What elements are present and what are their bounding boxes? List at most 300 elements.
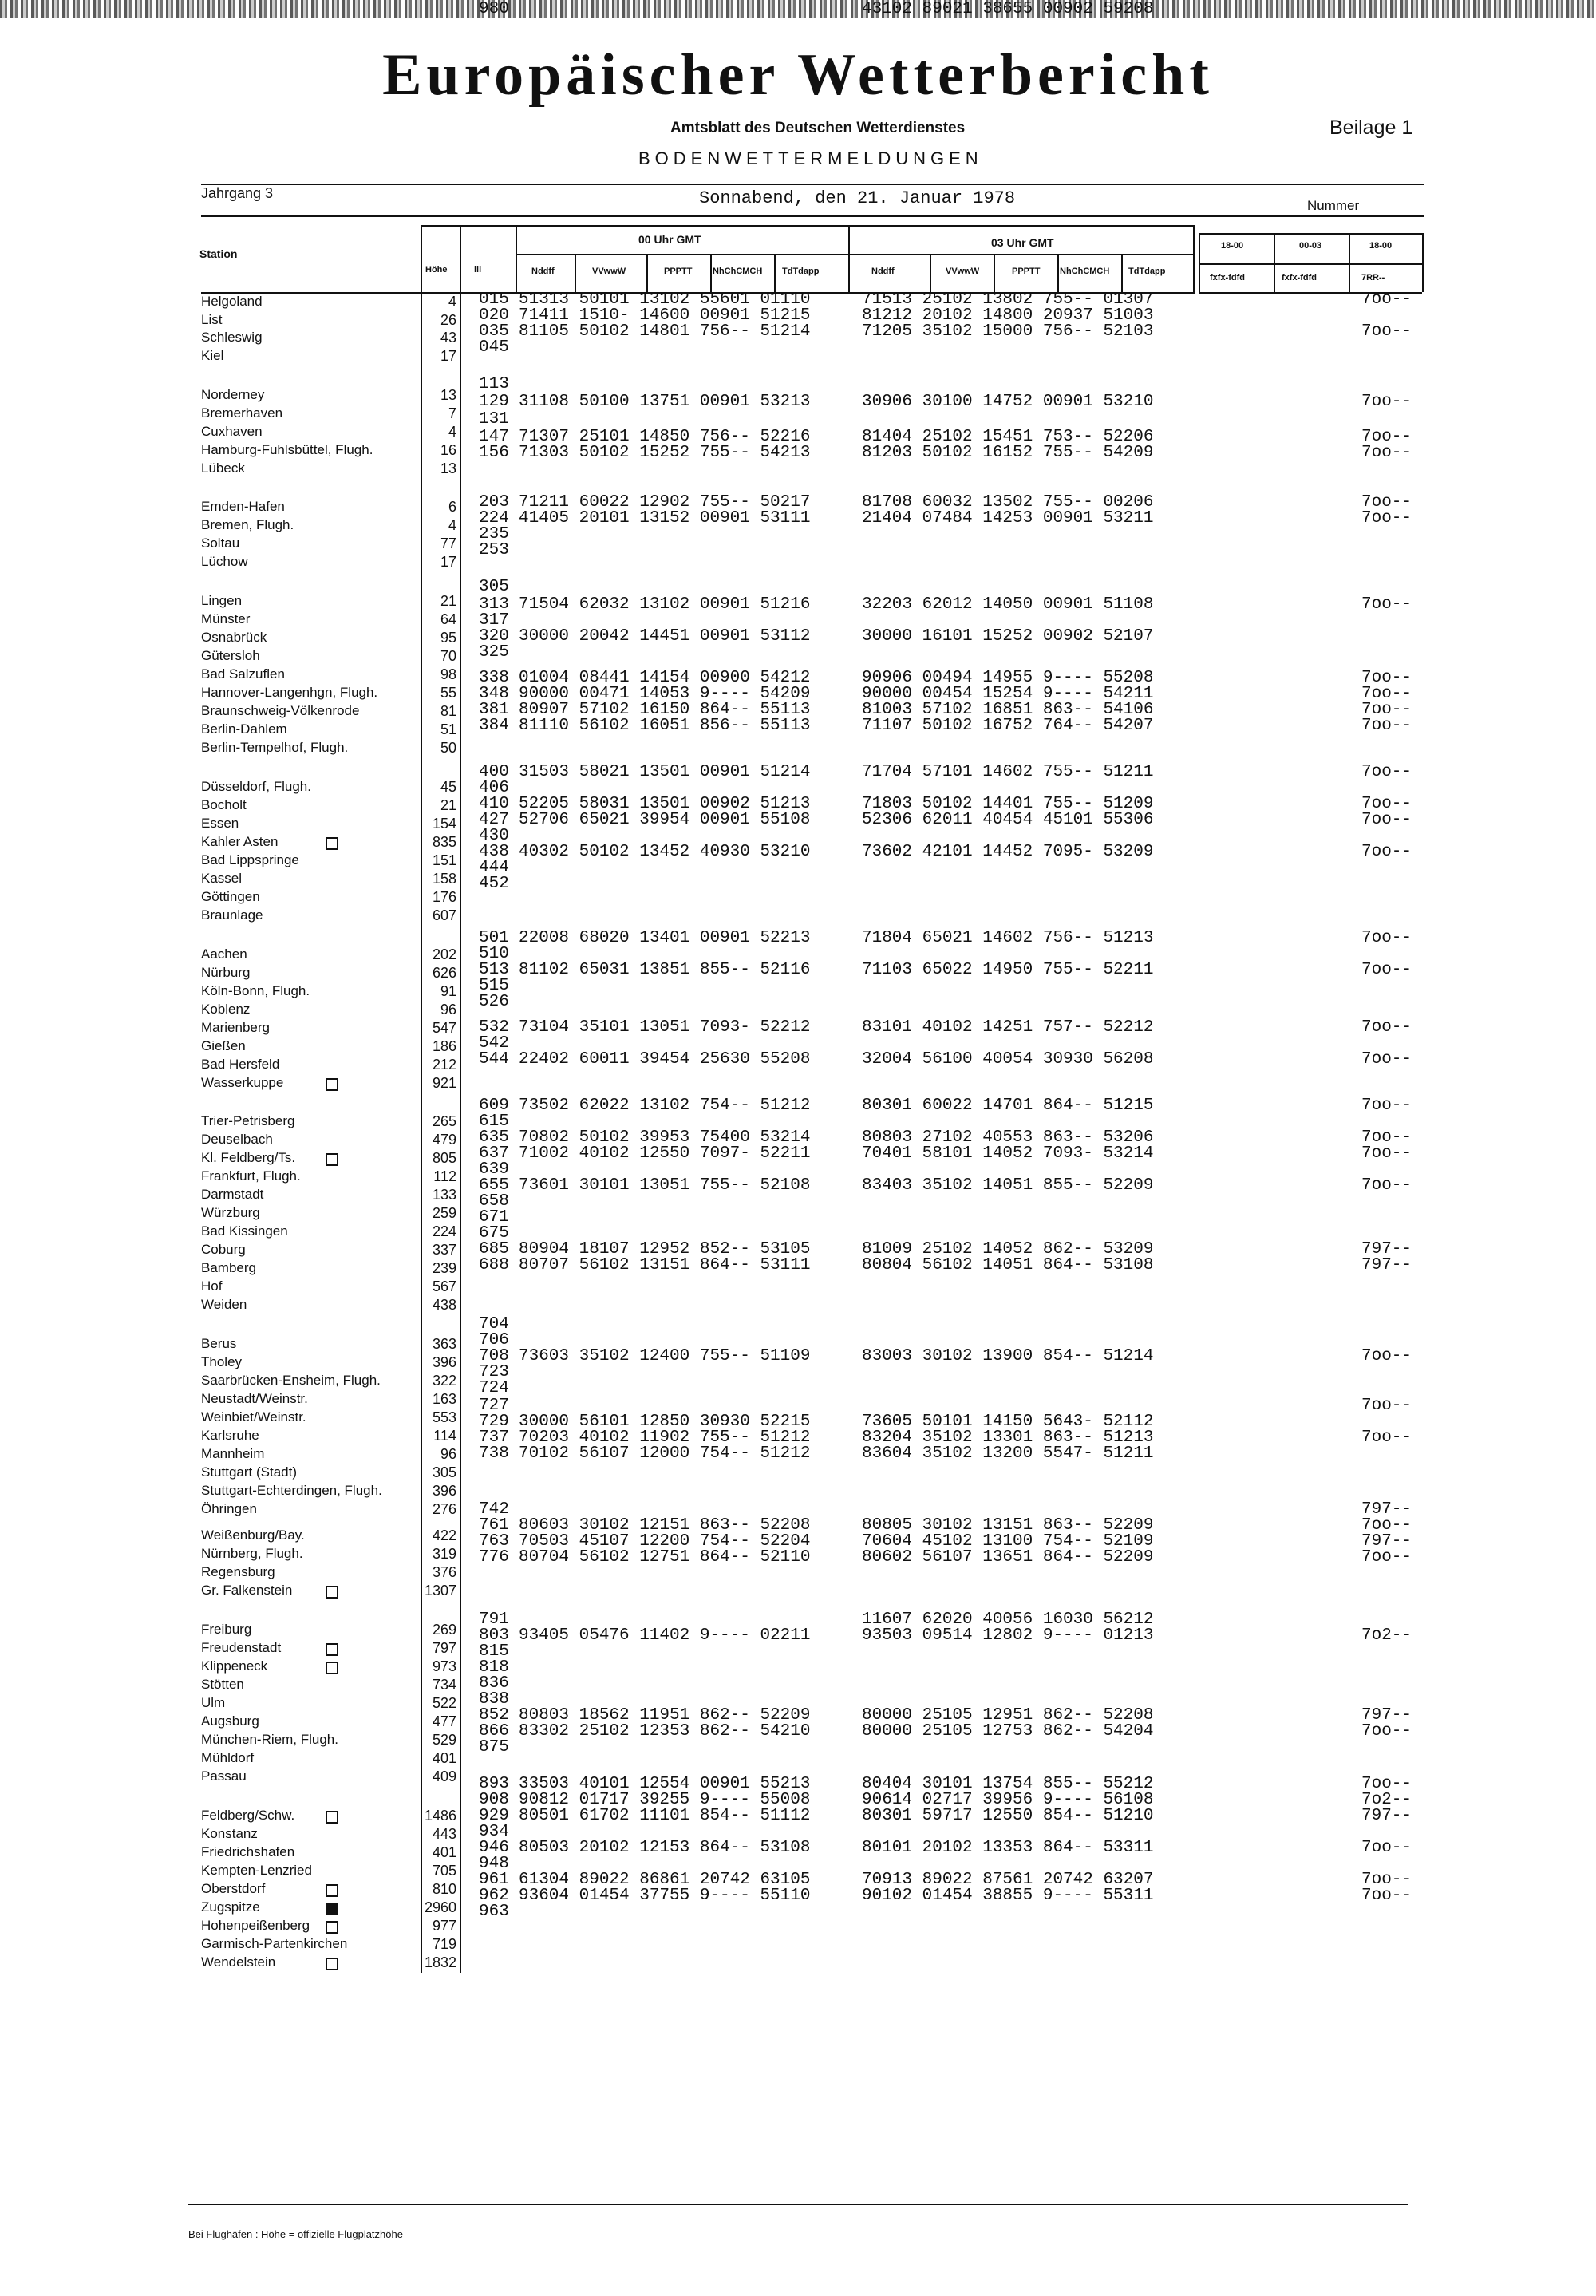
- station-index: 348: [479, 685, 509, 703]
- station-index: 203: [479, 493, 509, 512]
- report-03-gmt: 81009 25102 14052 862-- 53209: [862, 1240, 1154, 1259]
- station-index: 946: [479, 1839, 509, 1857]
- precip-group: 7oo--: [1361, 1516, 1412, 1535]
- report-00-gmt: 30000 20042 14451 00901 53112: [519, 627, 811, 646]
- station-index: 655: [479, 1176, 509, 1195]
- station-index: 639: [479, 1160, 509, 1179]
- col-sep: [710, 254, 712, 292]
- station-name: Gr. Falkenstein: [201, 1583, 293, 1598]
- station-height: 477: [432, 1713, 456, 1729]
- nummer-label: Nummer: [1307, 198, 1360, 213]
- station-name: München-Riem, Flugh.: [201, 1732, 338, 1747]
- station-height: 158: [432, 871, 456, 887]
- report-03-gmt: 71103 65022 14950 755-- 52211: [862, 961, 1154, 979]
- mountain-station-marker: [326, 1958, 338, 1970]
- station-height: 21: [440, 593, 456, 609]
- precip-group: 7oo--: [1361, 795, 1412, 813]
- report-03-gmt: 93503 09514 12802 9---- 01213: [862, 1626, 1154, 1645]
- col-sep: [774, 254, 776, 292]
- station-name: Darmstadt: [201, 1187, 264, 1202]
- station-height: 91: [440, 983, 456, 999]
- station-index: 763: [479, 1532, 509, 1551]
- precip-group: 7oo--: [1361, 1548, 1412, 1567]
- mountain-station-marker: [326, 1153, 338, 1166]
- station-index: 963: [479, 1903, 509, 1921]
- precip-group: 7oo--: [1361, 509, 1412, 528]
- report-00-gmt: 40302 50102 13452 40930 53210: [519, 843, 811, 861]
- report-00-gmt: 70503 45107 12200 754-- 52204: [519, 1532, 811, 1551]
- hdr-nddff-03: Nddff: [871, 267, 895, 276]
- precip-group: 797--: [1361, 1532, 1412, 1551]
- station-height: 45: [440, 779, 456, 795]
- station-name: Bad Lippspringe: [201, 852, 299, 867]
- station-index: 875: [479, 1738, 509, 1757]
- report-03-gmt: 83101 40102 14251 757-- 52212: [862, 1018, 1154, 1037]
- station-name: Aachen: [201, 946, 247, 962]
- station-index: 836: [479, 1674, 509, 1693]
- station-height: 376: [432, 1564, 456, 1580]
- station-height: 1486: [424, 1808, 456, 1824]
- report-00-gmt: 80904 18107 12952 852-- 53105: [519, 1240, 811, 1259]
- station-index: 510: [479, 945, 509, 963]
- precip-group: 7oo--: [1361, 717, 1412, 735]
- station-name: Trier-Petrisberg: [201, 1113, 295, 1128]
- precip-group: 7oo--: [1361, 1839, 1412, 1857]
- station-height: 4: [448, 294, 456, 310]
- station-height: 114: [433, 1428, 456, 1444]
- station-name: Hannover-Langenhgn, Flugh.: [201, 685, 378, 700]
- mountain-station-marker: [326, 1921, 338, 1934]
- station-height: 921: [432, 1075, 456, 1091]
- hdr-vvwww-03: VVwwW: [946, 267, 980, 276]
- station-index: 637: [479, 1144, 509, 1163]
- report-00-gmt: 71504 62032 13102 00901 51216: [519, 595, 811, 614]
- rule-top: [201, 184, 1424, 185]
- rbox-sep: [1422, 233, 1424, 292]
- station-name: Weißenburg/Bay.: [201, 1527, 305, 1543]
- station-height: 43: [440, 330, 456, 346]
- station-height: 50: [440, 740, 456, 756]
- report-03-gmt: 73602 42101 14452 7095- 53209: [862, 843, 1154, 861]
- hdr-ppptt-03: PPPTT: [1012, 267, 1041, 276]
- station-index: 452: [479, 875, 509, 893]
- station-name: Tholey: [201, 1354, 243, 1369]
- station-name: Bad Kissingen: [201, 1223, 288, 1239]
- station-height: 322: [432, 1373, 456, 1389]
- station-name: Hamburg-Fuhlsbüttel, Flugh.: [201, 442, 373, 457]
- precip-group: 7oo--: [1361, 763, 1412, 781]
- station-index: 320: [479, 627, 509, 646]
- station-height: 202: [432, 946, 456, 962]
- station-height: 77: [440, 535, 456, 551]
- report-00-gmt: 70802 50102 39953 75400 53214: [519, 1128, 811, 1147]
- station-index: 908: [479, 1791, 509, 1809]
- report-03-gmt: 11607 62020 40056 16030 56212: [862, 1610, 1154, 1629]
- report-03-gmt: 81708 60032 13502 755-- 00206: [862, 493, 1154, 512]
- hdr-nddff: Nddff: [531, 267, 555, 276]
- station-name: Deuselbach: [201, 1132, 273, 1147]
- station-name: Stuttgart (Stadt): [201, 1464, 297, 1480]
- station-height: 719: [432, 1936, 456, 1952]
- station-name: Kempten-Lenzried: [201, 1863, 312, 1878]
- col-sep: [1057, 254, 1059, 292]
- station-index: 430: [479, 827, 509, 845]
- station-name: Bocholt: [201, 797, 247, 812]
- station-name: Nürnberg, Flugh.: [201, 1546, 303, 1561]
- station-name: Bad Hersfeld: [201, 1057, 280, 1072]
- station-index: 410: [479, 795, 509, 813]
- station-name: Braunlage: [201, 907, 263, 923]
- station-height: 224: [432, 1223, 456, 1239]
- report-03-gmt: 81212 20102 14800 20937 51003: [862, 306, 1154, 325]
- rule-bottom: [188, 2204, 1408, 2205]
- precip-group: 7oo--: [1361, 428, 1412, 446]
- station-name: Marienberg: [201, 1020, 270, 1035]
- station-index: 838: [479, 1690, 509, 1709]
- station-index: 501: [479, 929, 509, 947]
- station-index: 685: [479, 1240, 509, 1259]
- report-00-gmt: 80707 56102 13151 864-- 53111: [519, 1256, 811, 1274]
- station-height: 396: [432, 1483, 456, 1499]
- report-00-gmt: 52205 58031 13501 00902 51213: [519, 795, 811, 813]
- report-03-gmt: 80803 27102 40553 863-- 53206: [862, 1128, 1154, 1147]
- station-name: Mannheim: [201, 1446, 265, 1461]
- station-index: 929: [479, 1807, 509, 1825]
- station-index: 400: [479, 763, 509, 781]
- hdr-r1b: fxfx-fdfd: [1210, 273, 1245, 283]
- report-03-gmt: 71107 50102 16752 764-- 54207: [862, 717, 1154, 735]
- station-index: 893: [479, 1775, 509, 1793]
- report-00-gmt: 90000 00471 14053 9---- 54209: [519, 685, 811, 703]
- precip-group: 7oo--: [1361, 444, 1412, 462]
- report-00-gmt: 51313 50101 13102 55601 01110: [519, 290, 811, 309]
- precip-group: 7oo--: [1361, 1018, 1412, 1037]
- precip-group: 7oo--: [1361, 493, 1412, 512]
- report-03-gmt: 90102 01454 38855 9---- 55311: [862, 1887, 1154, 1905]
- rbox-top: [1199, 233, 1422, 235]
- station-index: 818: [479, 1658, 509, 1677]
- report-00-gmt: 81102 65031 13851 855-- 52116: [519, 961, 811, 979]
- station-index: 015: [479, 290, 509, 309]
- precip-group: 7oo--: [1361, 1128, 1412, 1147]
- precip-group: 7oo--: [1361, 1097, 1412, 1115]
- precip-group: 7oo--: [1361, 1429, 1412, 1447]
- station-height: 163: [432, 1391, 456, 1407]
- station-height: 276: [432, 1501, 456, 1517]
- mountain-station-marker: [326, 1586, 338, 1599]
- hdr-r2b: fxfx-fdfd: [1282, 273, 1317, 283]
- col-sep: [1121, 254, 1123, 292]
- station-index: 737: [479, 1429, 509, 1447]
- report-03-gmt: 80101 20102 13353 864-- 53311: [862, 1839, 1154, 1857]
- station-name: Hof: [201, 1278, 223, 1294]
- station-name: Gießen: [201, 1038, 246, 1053]
- station-index: 406: [479, 779, 509, 797]
- station-index: 513: [479, 961, 509, 979]
- report-00-gmt: 70102 56107 12000 754-- 51212: [519, 1444, 811, 1463]
- report-03-gmt: 83204 35102 13301 863-- 51213: [862, 1429, 1154, 1447]
- station-height: 438: [432, 1297, 456, 1313]
- mountain-station-marker: [326, 837, 338, 850]
- station-name: Kassel: [201, 871, 243, 886]
- report-00-gmt: 73502 62022 13102 754-- 51212: [519, 1097, 811, 1115]
- report-03-gmt: 81003 57102 16851 863-- 54106: [862, 701, 1154, 719]
- report-00-gmt: 30000 56101 12850 30930 52215: [519, 1413, 811, 1431]
- hdr-r3b: 7RR--: [1361, 273, 1385, 283]
- subtitle: Amtsblatt des Deutschen Wetterdienstes: [670, 120, 966, 136]
- station-name: Kiel: [201, 348, 224, 363]
- precip-group: 797--: [1361, 1240, 1412, 1259]
- station-index: 980: [479, 0, 509, 18]
- station-height: 835: [432, 834, 456, 850]
- station-name: Konstanz: [201, 1826, 258, 1841]
- precip-group: 7oo--: [1361, 669, 1412, 687]
- hdr-ppptt: PPPTT: [664, 267, 693, 276]
- station-height: 529: [432, 1732, 456, 1748]
- station-height: 1832: [424, 1954, 456, 1970]
- report-00-gmt: 73601 30101 13051 755-- 52108: [519, 1176, 811, 1195]
- station-name: Bad Salzuflen: [201, 666, 285, 682]
- station-index: 542: [479, 1034, 509, 1053]
- station-index: 515: [479, 977, 509, 995]
- station-index: 708: [479, 1347, 509, 1365]
- station-height: 98: [440, 666, 456, 682]
- report-03-gmt: 80000 25105 12753 862-- 54204: [862, 1722, 1154, 1741]
- report-03-gmt: 30906 30100 14752 00901 53210: [862, 393, 1154, 411]
- station-height: 4: [448, 517, 456, 533]
- station-name: Berlin-Tempelhof, Flugh.: [201, 740, 349, 755]
- section-heading: BODENWETTERMELDUNGEN: [638, 148, 983, 168]
- station-name: Karlsruhe: [201, 1428, 259, 1443]
- hdr-ttdd: TdTdapp: [782, 267, 820, 276]
- station-index: 729: [479, 1413, 509, 1431]
- report-00-gmt: 70203 40102 11902 755-- 51212: [519, 1429, 811, 1447]
- report-03-gmt: 83403 35102 14051 855-- 52209: [862, 1176, 1154, 1195]
- report-00-gmt: 71303 50102 15252 755-- 54213: [519, 444, 811, 462]
- station-height: 81: [440, 703, 456, 719]
- station-height: 55: [440, 685, 456, 701]
- mountain-station-marker: [326, 1884, 338, 1897]
- report-00-gmt: 22008 68020 13401 00901 52213: [519, 929, 811, 947]
- precip-group: 797--: [1361, 1256, 1412, 1274]
- hdr-hoehe: Höhe: [425, 265, 448, 275]
- station-height: 363: [432, 1336, 456, 1352]
- report-03-gmt: 32203 62012 14050 00901 51108: [862, 595, 1154, 614]
- rbox-sep: [1274, 233, 1275, 292]
- station-height: 112: [433, 1168, 456, 1184]
- station-index: 045: [479, 338, 509, 357]
- station-name: Friedrichshafen: [201, 1844, 295, 1859]
- report-00-gmt: 73104 35101 13051 7093- 52212: [519, 1018, 811, 1037]
- station-name: Saarbrücken-Ensheim, Flugh.: [201, 1373, 381, 1388]
- station-name: Mühldorf: [201, 1750, 255, 1765]
- station-index: 444: [479, 859, 509, 877]
- station-index: 948: [479, 1855, 509, 1873]
- station-height: 522: [432, 1695, 456, 1711]
- hdr-iii: iii: [474, 265, 482, 275]
- precip-group: 7oo--: [1361, 701, 1412, 719]
- hdr-ttdd-03: TdTdapp: [1128, 267, 1166, 276]
- station-index: 791: [479, 1610, 509, 1629]
- report-00-gmt: 61304 89022 86861 20742 63105: [519, 1871, 811, 1889]
- precip-group: 7oo--: [1361, 1050, 1412, 1069]
- station-index: 635: [479, 1128, 509, 1147]
- report-00-gmt: 71211 60022 12902 755-- 50217: [519, 493, 811, 512]
- station-index: 675: [479, 1224, 509, 1243]
- station-height: 176: [432, 889, 456, 905]
- precip-group: 7oo--: [1361, 929, 1412, 947]
- col-sep: [930, 254, 931, 292]
- divider-end: [1193, 225, 1195, 292]
- station-index: 688: [479, 1256, 509, 1274]
- station-name: Helgoland: [201, 294, 263, 309]
- hdr-r2: 00-03: [1299, 241, 1322, 251]
- report-03-gmt: 80000 25105 12951 862-- 52208: [862, 1706, 1154, 1725]
- hdr-r3: 18-00: [1369, 241, 1393, 251]
- station-index: 727: [479, 1397, 509, 1415]
- precip-group: 7oo--: [1361, 685, 1412, 703]
- jahrgang: Jahrgang 3: [201, 185, 274, 201]
- station-name: Braunschweig-Völkenrode: [201, 703, 360, 718]
- report-00-gmt: 90812 01717 39255 9---- 55008: [519, 1791, 811, 1809]
- hdr-r1: 18-00: [1221, 241, 1244, 251]
- precip-group: 7oo--: [1361, 1871, 1412, 1889]
- station-index: 129: [479, 393, 509, 411]
- report-00-gmt: 93604 01454 37755 9---- 55110: [519, 1887, 811, 1905]
- report-03-gmt: 71804 65021 14602 756-- 51213: [862, 929, 1154, 947]
- report-00-gmt: 80803 18562 11951 862-- 52209: [519, 1706, 811, 1725]
- report-00-gmt: 80907 57102 16150 864-- 55113: [519, 701, 811, 719]
- station-height: 16: [440, 442, 456, 458]
- divider-iii: [516, 225, 517, 292]
- station-height: 567: [432, 1278, 456, 1294]
- report-03-gmt: 71803 50102 14401 755-- 51209: [862, 795, 1154, 813]
- report-00-gmt: 80704 56102 12751 864-- 52110: [519, 1548, 811, 1567]
- report-00-gmt: 31503 58021 13501 00901 51214: [519, 763, 811, 781]
- station-name: Passau: [201, 1768, 247, 1784]
- station-name: Coburg: [201, 1242, 246, 1257]
- report-03-gmt: 32004 56100 40054 30930 56208: [862, 1050, 1154, 1069]
- report-00-gmt: 80501 61702 11101 854-- 51112: [519, 1807, 811, 1825]
- station-index: 313: [479, 595, 509, 614]
- report-03-gmt: 81203 50102 16152 755-- 54209: [862, 444, 1154, 462]
- station-name: Berus: [201, 1336, 237, 1351]
- precip-group: 7oo--: [1361, 290, 1412, 309]
- issue-date: Sonnabend, den 21. Januar 1978: [699, 188, 1016, 208]
- report-00-gmt: 41405 20101 13152 00901 53111: [519, 509, 811, 528]
- report-00-gmt: 22402 60011 39454 25630 55208: [519, 1050, 811, 1069]
- station-index: 020: [479, 306, 509, 325]
- station-index: 384: [479, 717, 509, 735]
- station-height: 13: [440, 387, 456, 403]
- station-name: Feldberg/Schw.: [201, 1808, 295, 1823]
- station-height: 422: [432, 1527, 456, 1543]
- report-03-gmt: 80805 30102 13151 863-- 52209: [862, 1516, 1154, 1535]
- station-height: 13: [440, 460, 456, 476]
- station-height: 239: [432, 1260, 456, 1276]
- station-height: 319: [432, 1546, 456, 1562]
- precip-group: 7oo--: [1361, 1347, 1412, 1365]
- station-index: 526: [479, 993, 509, 1011]
- report-03-gmt: 80301 60022 14701 864-- 51215: [862, 1097, 1154, 1115]
- station-height: 479: [432, 1132, 456, 1148]
- station-index: 742: [479, 1500, 509, 1519]
- report-03-gmt: 90614 02717 39956 9---- 56108: [862, 1791, 1154, 1809]
- station-name: Emden-Hafen: [201, 499, 285, 514]
- precip-group: 7oo--: [1361, 595, 1412, 614]
- station-name: Bremen, Flugh.: [201, 517, 294, 532]
- station-height: 547: [432, 1020, 456, 1036]
- hdr-station: Station: [200, 247, 238, 260]
- station-name: Würzburg: [201, 1205, 260, 1220]
- station-index: 156: [479, 444, 509, 462]
- precip-group: 7oo--: [1361, 1397, 1412, 1415]
- station-height: 805: [432, 1150, 456, 1166]
- station-height: 396: [432, 1354, 456, 1370]
- precip-group: 797--: [1361, 1706, 1412, 1725]
- station-index: 615: [479, 1112, 509, 1131]
- station-name: Freiburg: [201, 1622, 252, 1637]
- station-name: Göttingen: [201, 889, 260, 904]
- station-height: 305: [432, 1464, 456, 1480]
- station-name: Berlin-Dahlem: [201, 721, 287, 737]
- report-03-gmt: 83003 30102 13900 854-- 51214: [862, 1347, 1154, 1365]
- mountain-station-marker: [326, 1903, 338, 1915]
- report-03-gmt: 70913 89022 87561 20742 63207: [862, 1871, 1154, 1889]
- report-00-gmt: 52706 65021 39954 00901 55108: [519, 811, 811, 829]
- report-03-gmt: 71205 35102 15000 756-- 52103: [862, 322, 1154, 341]
- report-03-gmt: 83604 35102 13200 5547- 51211: [862, 1444, 1154, 1463]
- report-03-gmt: 70401 58101 14052 7093- 53214: [862, 1144, 1154, 1163]
- mountain-station-marker: [326, 1811, 338, 1824]
- report-03-gmt: 52306 62011 40454 45101 55306: [862, 811, 1154, 829]
- rbox-sep: [1199, 233, 1200, 292]
- report-00-gmt: 81110 56102 16051 856-- 55113: [519, 717, 811, 735]
- station-index: 815: [479, 1642, 509, 1661]
- station-index: 113: [479, 375, 509, 393]
- divider-hoehe: [460, 225, 461, 1973]
- report-03-gmt: 30000 16101 15252 00902 52107: [862, 627, 1154, 646]
- report-00-gmt: 81105 50102 14801 756-- 51214: [519, 322, 811, 341]
- station-name: Zugspitze: [201, 1899, 260, 1915]
- station-height: 1307: [424, 1583, 456, 1599]
- station-name: Nürburg: [201, 965, 251, 980]
- station-height: 96: [440, 1446, 456, 1462]
- station-name: Norderney: [201, 387, 265, 402]
- report-03-gmt: 71513 25102 13802 755-- 01307: [862, 290, 1154, 309]
- station-height: 337: [432, 1242, 456, 1258]
- page-title: Europäischer Wetterbericht: [382, 42, 1214, 108]
- report-03-gmt: 70604 45102 13100 754-- 52109: [862, 1532, 1154, 1551]
- station-name: Münster: [201, 611, 251, 626]
- report-00-gmt: 33503 40101 12554 00901 55213: [519, 1775, 811, 1793]
- report-00-gmt: 80503 20102 12153 864-- 53108: [519, 1839, 811, 1857]
- station-height: 973: [432, 1658, 456, 1674]
- station-name: Regensburg: [201, 1564, 275, 1579]
- station-name: Schleswig: [201, 330, 263, 345]
- station-height: 17: [440, 554, 456, 570]
- mountain-station-marker: [326, 1078, 338, 1091]
- report-03-gmt: 90906 00494 14955 9---- 55208: [862, 669, 1154, 687]
- station-name: Hohenpeißenberg: [201, 1918, 310, 1933]
- station-name: Osnabrück: [201, 630, 267, 645]
- station-index: 706: [479, 1331, 509, 1350]
- station-name: Bremerhaven: [201, 405, 283, 421]
- station-height: 133: [432, 1187, 456, 1203]
- precip-group: 7oo--: [1361, 322, 1412, 341]
- header-top: [421, 225, 1195, 227]
- col-sep: [994, 254, 995, 292]
